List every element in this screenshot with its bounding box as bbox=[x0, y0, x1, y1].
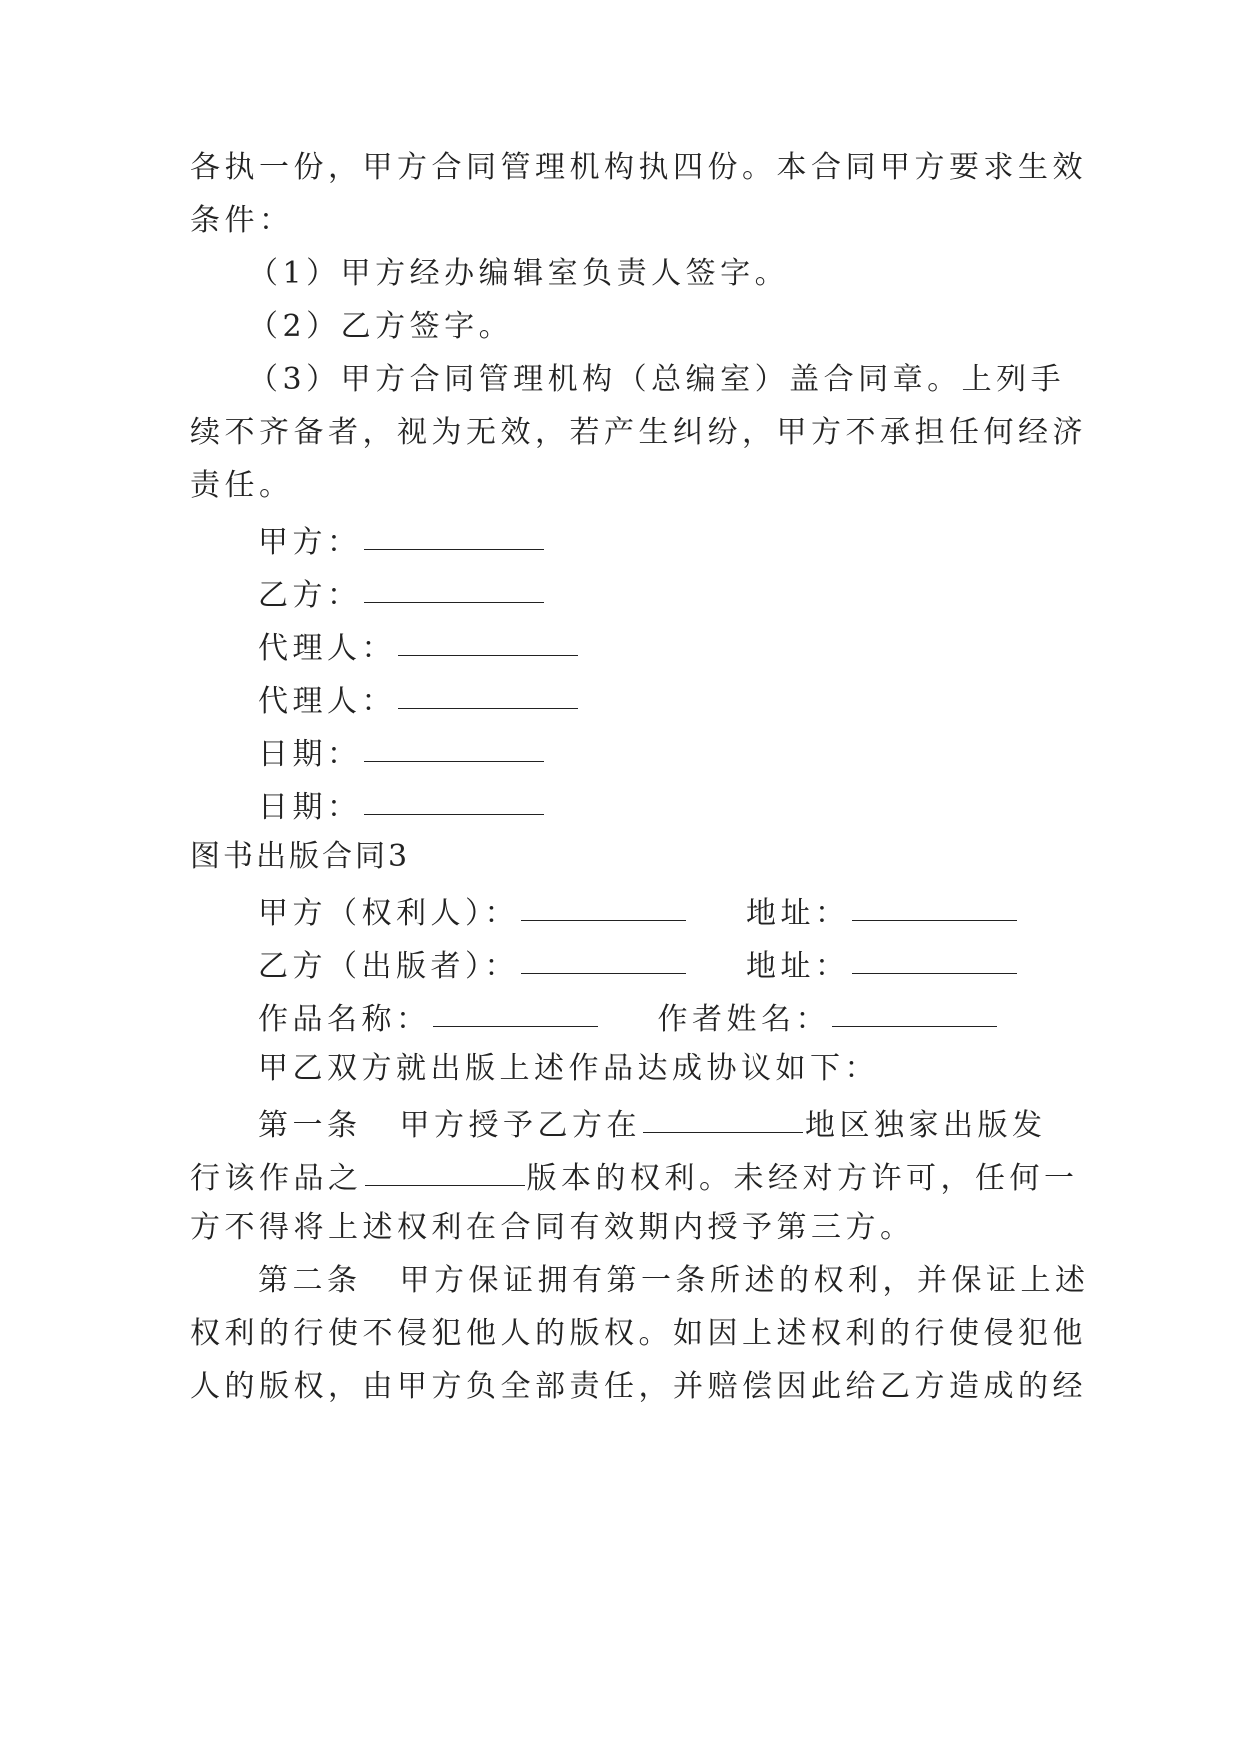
condition-2: （2）乙方签字。 bbox=[248, 309, 514, 344]
blank-field bbox=[521, 943, 686, 974]
field-row-work bbox=[258, 998, 999, 1038]
signature-agent-2 bbox=[258, 680, 580, 720]
field-label: 甲方（权利人）： bbox=[258, 896, 519, 931]
blank-field bbox=[364, 519, 544, 550]
signature-label: 日期： bbox=[258, 737, 362, 772]
article-label: 第二条 bbox=[258, 1263, 362, 1298]
field-row-publisher bbox=[258, 945, 1019, 985]
blank-field bbox=[365, 1155, 525, 1186]
signature-date-2 bbox=[258, 786, 546, 826]
article-1-line bbox=[190, 1157, 1079, 1197]
article-text: 版本的权利。未经对方许可，任何一 bbox=[526, 1161, 1079, 1196]
blank-field bbox=[364, 572, 544, 603]
paragraph-line: 责任。 bbox=[190, 468, 294, 503]
blank-field bbox=[643, 1102, 803, 1133]
blank-field bbox=[364, 731, 544, 762]
article-text: 地区独家出版发 bbox=[805, 1108, 1047, 1143]
blank-field bbox=[364, 784, 544, 815]
field-label: 地址： bbox=[746, 949, 850, 984]
condition-3: （3）甲方合同管理机构（总编室）盖合同章。上列手 bbox=[248, 362, 1066, 397]
article-1-line: 方不得将上述权利在合同有效期内授予第三方。 bbox=[190, 1210, 915, 1245]
signature-party-a bbox=[258, 521, 546, 561]
blank-field bbox=[832, 996, 997, 1027]
blank-field bbox=[521, 890, 686, 921]
paragraph-line: 条件： bbox=[190, 203, 294, 238]
article-label: 第一条 bbox=[258, 1108, 362, 1143]
signature-label: 代理人： bbox=[258, 684, 396, 719]
paragraph-line: 续不齐备者，视为无效，若产生纠纷，甲方不承担任何经济 bbox=[190, 415, 1087, 450]
agreement-intro: 甲乙双方就出版上述作品达成协议如下： bbox=[258, 1051, 879, 1086]
article-2-line: 权利的行使不侵犯他人的版权。如因上述权利的行使侵犯他 bbox=[190, 1316, 1087, 1351]
condition-1: （1）甲方经办编辑室负责人签字。 bbox=[248, 256, 790, 291]
article-text: 甲方保证拥有第一条所述的权利，并保证上述 bbox=[399, 1263, 1090, 1298]
signature-agent-1 bbox=[258, 627, 580, 667]
blank-field bbox=[433, 996, 598, 1027]
article-2-line bbox=[258, 1263, 1090, 1299]
field-label: 作品名称： bbox=[258, 1002, 431, 1037]
field-label: 地址： bbox=[746, 896, 850, 931]
blank-field bbox=[398, 625, 578, 656]
signature-party-b bbox=[258, 574, 546, 614]
article-1-line bbox=[258, 1104, 1047, 1144]
signature-label: 日期： bbox=[258, 790, 362, 825]
signature-label: 乙方： bbox=[258, 578, 362, 613]
section-title: 图书出版合同3 bbox=[190, 839, 411, 874]
blank-field bbox=[852, 890, 1017, 921]
article-2-line: 人的版权，由甲方负全部责任，并赔偿因此给乙方造成的经 bbox=[190, 1369, 1087, 1404]
signature-label: 甲方： bbox=[258, 525, 362, 560]
signature-label: 代理人： bbox=[258, 631, 396, 666]
paragraph-line: 各执一份，甲方合同管理机构执四份。本合同甲方要求生效 bbox=[190, 150, 1087, 185]
article-text: 行该作品之 bbox=[190, 1161, 363, 1196]
field-row-rights-holder bbox=[258, 892, 1019, 932]
field-label: 作者姓名： bbox=[657, 1002, 830, 1037]
signature-date-1 bbox=[258, 733, 546, 773]
blank-field bbox=[852, 943, 1017, 974]
blank-field bbox=[398, 678, 578, 709]
article-text: 甲方授予乙方在 bbox=[399, 1108, 641, 1143]
field-label: 乙方（出版者）： bbox=[258, 949, 519, 984]
